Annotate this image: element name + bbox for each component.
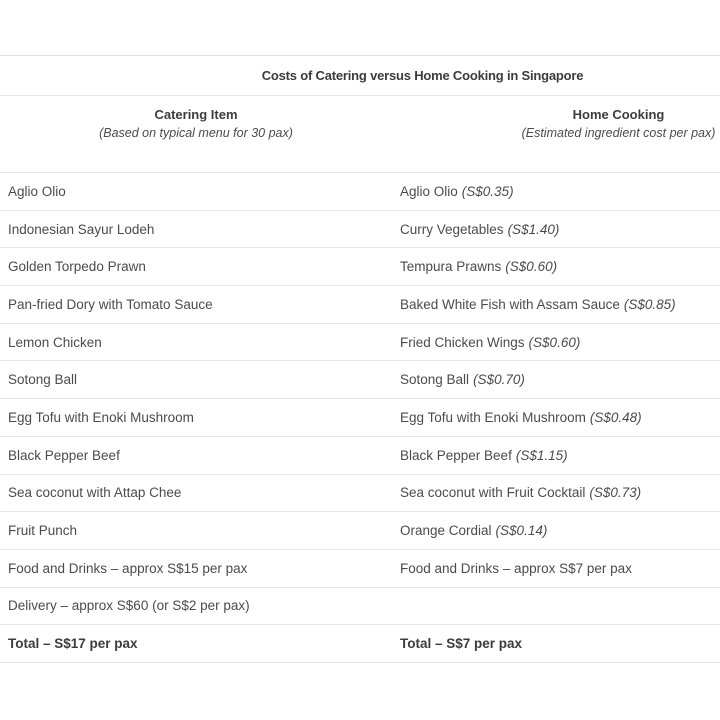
home-cooking-item-text: Fried Chicken Wings (400, 334, 525, 350)
home-cooking-price: (S$0.73) (589, 485, 642, 501)
home-cooking-item-text: Egg Tofu with Enoki Mushroom (400, 409, 586, 425)
home-cooking-cell (392, 323, 720, 361)
home-cooking-item-text: Curry Vegetables (400, 221, 504, 237)
catering-total-text: Total – S$17 per pax (8, 636, 138, 652)
home-cooking-item-text: Sotong Ball (400, 372, 470, 388)
catering-item-cell (0, 399, 392, 437)
home-cooking-price: (S$0.48) (589, 409, 642, 425)
catering-item-cell (0, 210, 392, 248)
catering-item-text: Sotong Ball (8, 372, 78, 388)
home-cooking-total-text: Total – S$7 per pax (400, 636, 523, 652)
home-cooking-item-text: Black Pepper Beef (400, 447, 512, 463)
home-cooking-cell (392, 549, 720, 587)
table-row (0, 210, 720, 248)
home-cooking-cell (392, 512, 720, 550)
home-cooking-cell (392, 587, 720, 625)
catering-item-cell (0, 361, 392, 399)
catering-item-text: Indonesian Sayur Lodeh (8, 221, 155, 237)
home-cooking-price: (S$1.40) (507, 221, 560, 237)
table-row (0, 323, 720, 361)
home-cooking-price: (S$0.14) (495, 523, 548, 539)
table-row (0, 549, 720, 587)
home-cooking-cell (392, 399, 720, 437)
home-cooking-price: (S$0.85) (623, 296, 676, 312)
home-cooking-item-text: Tempura Prawns (400, 259, 502, 275)
catering-item-text: Golden Torpedo Prawn (8, 259, 146, 275)
catering-item-cell (0, 173, 392, 211)
table-row (0, 173, 720, 211)
table-title: Costs of Catering versus Home Cooking in Singapore (0, 56, 720, 96)
home-cooking-cell (392, 286, 720, 324)
home-cooking-price: (S$0.60) (528, 334, 581, 350)
home-cooking-item-text: Baked White Fish with Assam Sauce (400, 296, 620, 312)
catering-item-cell (0, 512, 392, 550)
home-cooking-item-text: Orange Cordial (400, 523, 492, 539)
home-cooking-item-text: Sea coconut with Fruit Cocktail (400, 485, 586, 501)
home-cooking-total-cell (392, 625, 720, 663)
catering-item-text: Aglio Olio (8, 183, 66, 199)
catering-item-cell (0, 248, 392, 286)
catering-item-cell (0, 474, 392, 512)
table-header-row (0, 96, 720, 173)
catering-item-text: Black Pepper Beef (8, 447, 120, 463)
catering-column-subheader: (Based on typical menu for 30 pax) (99, 126, 293, 140)
table-row-total (0, 625, 720, 663)
home-cooking-cell (392, 436, 720, 474)
table-row (0, 286, 720, 324)
catering-item-text: Delivery – approx S$60 (or S$2 per pax) (8, 598, 250, 614)
catering-item-cell (0, 323, 392, 361)
cost-comparison-table (0, 55, 720, 663)
home-cooking-price: (S$0.70) (473, 372, 525, 388)
home-cooking-cell (392, 210, 720, 248)
home-cooking-cell (392, 248, 720, 286)
catering-item-cell (0, 587, 392, 625)
home-cooking-price: (S$0.35) (461, 183, 514, 199)
catering-item-text: Food and Drinks – approx S$15 per pax (8, 560, 248, 576)
table-row (0, 248, 720, 286)
home-cooking-column-subheader: (Estimated ingredient cost per pax) (521, 126, 716, 140)
table-row (0, 361, 720, 399)
catering-item-text: Fruit Punch (8, 523, 78, 539)
catering-item-cell (0, 436, 392, 474)
table-row (0, 474, 720, 512)
home-cooking-column-header: Home Cooking (572, 107, 665, 122)
home-cooking-cell (392, 173, 720, 211)
table-row (0, 512, 720, 550)
catering-total-cell (0, 625, 392, 663)
home-cooking-cell (392, 474, 720, 512)
catering-column-header: Catering Item (154, 107, 238, 122)
home-cooking-column-header-cell (392, 96, 720, 173)
catering-item-cell (0, 286, 392, 324)
home-cooking-price: (S$0.60) (505, 259, 558, 275)
home-cooking-price: (S$1.15) (515, 447, 568, 463)
home-cooking-item-text: Aglio Olio (400, 183, 458, 199)
catering-item-text: Lemon Chicken (8, 334, 102, 350)
catering-item-text: Sea coconut with Attap Chee (8, 485, 182, 501)
catering-item-text: Pan-fried Dory with Tomato Sauce (8, 296, 213, 312)
home-cooking-item-text: Food and Drinks – approx S$7 per pax (400, 560, 632, 576)
table-row (0, 399, 720, 437)
table-row (0, 587, 720, 625)
table-title-row (0, 56, 720, 96)
catering-column-header-cell (0, 96, 392, 173)
catering-item-cell (0, 549, 392, 587)
table-row (0, 436, 720, 474)
home-cooking-cell (392, 361, 720, 399)
catering-item-text: Egg Tofu with Enoki Mushroom (8, 409, 194, 425)
